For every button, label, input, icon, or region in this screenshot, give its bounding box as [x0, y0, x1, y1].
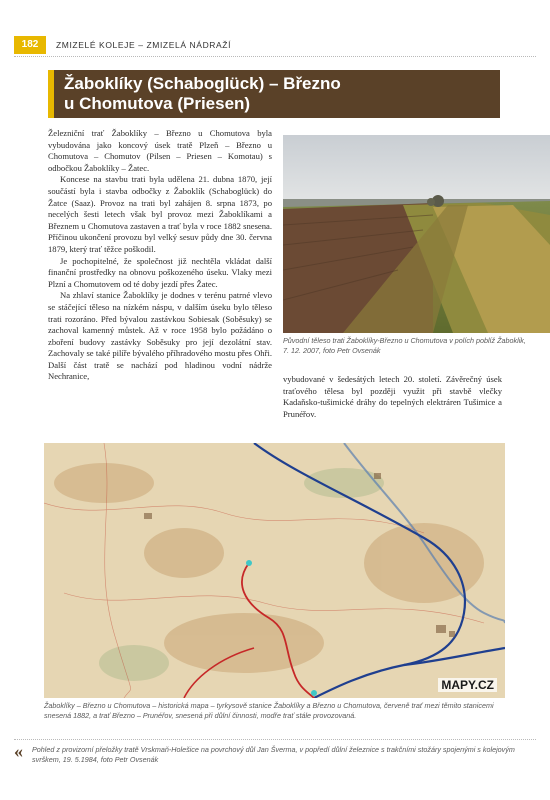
header-divider: [14, 56, 536, 58]
article-body-continuation: vybudované v šedesátých letech 20. století. Závěrečný úsek traťového tělesa byl později využit při stavbě vlečky Kadaňsko-tušimické dráhy do tepelných elektráren Tušimice a Prunéřov.: [283, 374, 502, 419]
station-marker: [311, 690, 317, 696]
railway-embankment-photo: [283, 135, 550, 333]
quote-mark-icon: «: [14, 741, 23, 761]
article-body: [48, 128, 272, 383]
photo-caption: Původní těleso trati Žaboklíky-Březno u Chomutova v polích poblíž Žaboklik, 7. 12. 2007, foto Petr Ovsenák: [283, 336, 526, 355]
map-image: [44, 443, 505, 698]
article-title-line1: Žaboklíky (Schaboglück) – Březno: [64, 74, 341, 93]
page-header: [0, 36, 550, 54]
article-title-line2: u Chomutova (Priesen): [64, 94, 251, 113]
paragraph-1: Železniční trať Žaboklíky – Březno u Chomutova byla vybudována jako koncový úsek tratě Plzeň – Březno u Chomutova – Chomutov (Pilsen – Priesen – Komotau) s odbočkou Žaboklíky – Žatec.: [48, 128, 272, 173]
running-head: ZMIZELÉ KOLEJE – ZMIZELÁ NÁDRAŽÍ: [56, 40, 232, 50]
page-number: 182: [14, 36, 46, 54]
map-caption: Žaboklíky – Březno u Chomutova – historická mapa – tyrkysově stanice Žaboklíky a Březno u Chomutova, červeně trať mezi těmito stanicemi snesená 1882, a trať Březno – Prunéřov, snesená při důlní činnosti, modře trať stále provozovaná.: [44, 701, 494, 720]
paragraph-3: Je pochopitelné, že společnost již nechtěla vkládat další finanční prostředky na obnovu poškozeného úseku. Vlaky mezi Plzní a Chomutovem od té doby jezdí přes Žatec.: [48, 255, 272, 289]
article-title-box: [48, 70, 500, 118]
paragraph-2: Koncese na stavbu trati byla udělena 21. dubna 1870, její součástí byla i stavba odbočky z Žaboklík (Schaboglück) do Žatce (Saaz). Provoz na trati byl zahájen 8. srpna 1873, po necelých šesti letech však byl provoz mezi Žaboklíkami a Březnem u Chomutova zastaven a trať byla v roce 1882 snesena. Příčinou ukončení provozu byl velký sesuv půdy dne 30. června 1879, který trať těžce poškodil.: [48, 174, 272, 254]
footer-divider: [14, 739, 536, 740]
photo-image: [283, 135, 550, 333]
station-marker: [246, 560, 252, 566]
mapy-cz-logo: MAPY.CZ: [438, 678, 497, 692]
historic-map: [44, 443, 505, 698]
footer-caption: Pohled z provizorní přeložky tratě Vrskmaň-Holešice na povrchový důl Jan Šverma, v popředí důlní železnice s trakčními stožáry spojenými s kolejovým svrškem, 19. 5.1984, foto Petr Ovsenák: [32, 745, 515, 764]
paragraph-4: Na zhlaví stanice Žaboklíky je dodnes v terénu patrné vlevo se stáčející těleso na nízkém náspu, v dalším úseku bylo těleso trati rozoráno. Před bývalou zastávkou Sobiesak (Soběsuky) se zachoval kamenný můstek. Až v roce 1958 bylo požádáno o zboření budovy zastávky Soběsuky pro její dezolátní stav. Zachovaly se také pilíře bývalého příhradového mostu přes Ohři. Další část tratě se nachází pod hladinou vodní nádrže Nechranice,: [48, 290, 272, 382]
